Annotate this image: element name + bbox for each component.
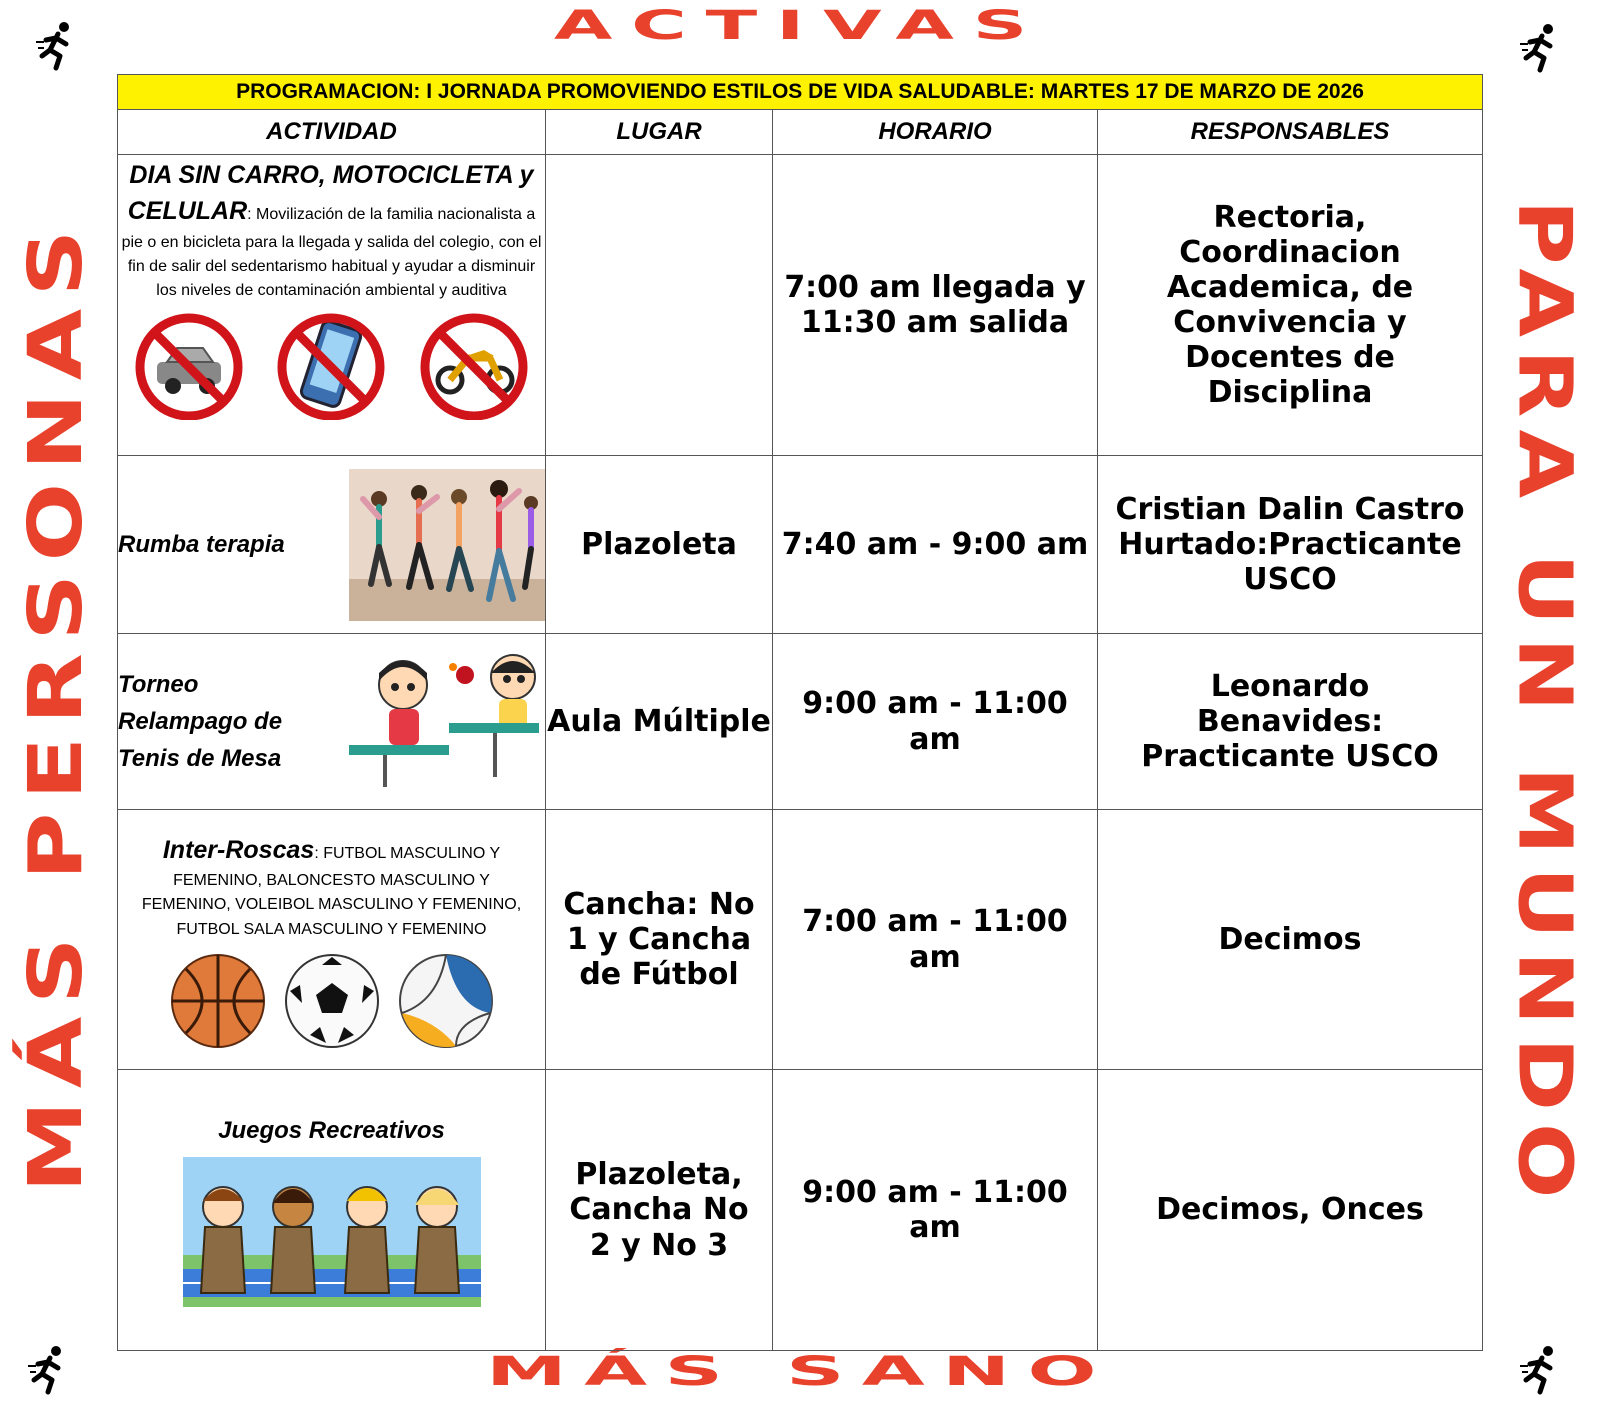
activity-cell	[118, 456, 546, 634]
table-row	[118, 1070, 1483, 1351]
no-motorcycle-icon	[414, 310, 534, 420]
place-cell: Plazoleta, Cancha No 2 y No 3	[546, 1070, 773, 1351]
place-cell	[546, 155, 773, 456]
activity-cell	[118, 634, 546, 810]
prohibition-icons	[118, 310, 545, 420]
activity-cell	[118, 155, 546, 456]
activity-cell	[118, 1070, 546, 1351]
sack-race-kids-illustration	[183, 1157, 481, 1307]
table-row	[118, 456, 1483, 634]
time-cell: 7:00 am llegada y 11:30 am salida	[773, 155, 1098, 456]
table-row	[118, 155, 1483, 456]
responsible-cell: Leonardo Benavides: Practicante USCO	[1098, 634, 1483, 810]
left-banner-wrap	[8, 100, 104, 1310]
activity-cell	[118, 810, 546, 1070]
dance-class-photo	[349, 469, 545, 621]
top-banner: ACTIVAS	[553, 2, 1047, 50]
volleyball-icon	[396, 951, 496, 1051]
header-responsables: RESPONSABLES	[1098, 110, 1483, 155]
runner-icon	[34, 20, 78, 72]
time-cell: 9:00 am - 11:00 am	[773, 634, 1098, 810]
place-cell: Aula Múltiple	[546, 634, 773, 810]
activity-title: Rumba terapia	[118, 530, 285, 558]
time-cell: 7:00 am - 11:00 am	[773, 810, 1098, 1070]
left-banner: MÁS PERSONAS	[13, 217, 99, 1193]
activity-title: DIA SIN CARRO, MOTOCICLETA y CELULAR	[127, 161, 534, 226]
schedule-table	[117, 74, 1483, 1351]
responsible-cell: Decimos, Onces	[1098, 1070, 1483, 1351]
table-row	[118, 810, 1483, 1070]
activity-description: : FUTBOL MASCULINO Y FEMENINO, BALONCESTO MASCULINO Y FEMENINO, VOLEIBOL MASCULINO Y FEMENINO, FUTBOL SALA MASCULINO Y FEMENINO	[141, 845, 522, 938]
right-banner-wrap	[1496, 100, 1592, 1310]
sports-balls-icons	[118, 951, 545, 1051]
basketball-icon	[168, 951, 268, 1051]
program-title: PROGRAMACION: I JORNADA PROMOVIENDO ESTILOS DE VIDA SALUDABLE: MARTES 17 DE MARZO DE 2026	[118, 75, 1483, 110]
activity-description: : Movilización de la familia nacionalista a pie o en bicicleta para la llegada y salida del colegio, con el fin de salir del sedentarismo habitual y ayudar a disminuir los niveles de contaminación ambiental y auditiva	[121, 206, 542, 299]
soccer-ball-icon	[282, 951, 382, 1051]
header-lugar: LUGAR	[546, 110, 773, 155]
no-car-icon	[129, 310, 249, 420]
table-tennis-kids-illustration	[345, 647, 545, 797]
header-actividad: ACTIVIDAD	[118, 110, 546, 155]
responsible-cell: Decimos	[1098, 810, 1483, 1070]
responsible-cell: Rectoria, Coordinacion Academica, de Convivencia y Docentes de Disciplina	[1098, 155, 1483, 456]
runner-icon	[1518, 22, 1562, 74]
no-phone-icon	[271, 310, 391, 420]
activity-title: Juegos Recreativos	[218, 1117, 445, 1144]
place-cell: Plazoleta	[546, 456, 773, 634]
runner-icon	[26, 1344, 70, 1396]
activity-title: Inter-Roscas	[162, 836, 315, 864]
title-row	[118, 75, 1483, 110]
time-cell: 7:40 am - 9:00 am	[773, 456, 1098, 634]
time-cell: 9:00 am - 11:00 am	[773, 1070, 1098, 1351]
activity-title: Torneo Relampago de Tenis de Mesa	[118, 670, 283, 773]
responsible-cell: Cristian Dalin Castro Hurtado:Practicante USCO	[1098, 456, 1483, 634]
bottom-banner: MÁS SANO	[486, 1348, 1114, 1396]
header-horario: HORARIO	[773, 110, 1098, 155]
runner-icon	[1518, 1344, 1562, 1396]
right-banner: PARA UN MUNDO	[1501, 199, 1588, 1211]
header-row	[118, 110, 1483, 155]
table-row	[118, 634, 1483, 810]
place-cell: Cancha: No 1 y Cancha de Fútbol	[546, 810, 773, 1070]
